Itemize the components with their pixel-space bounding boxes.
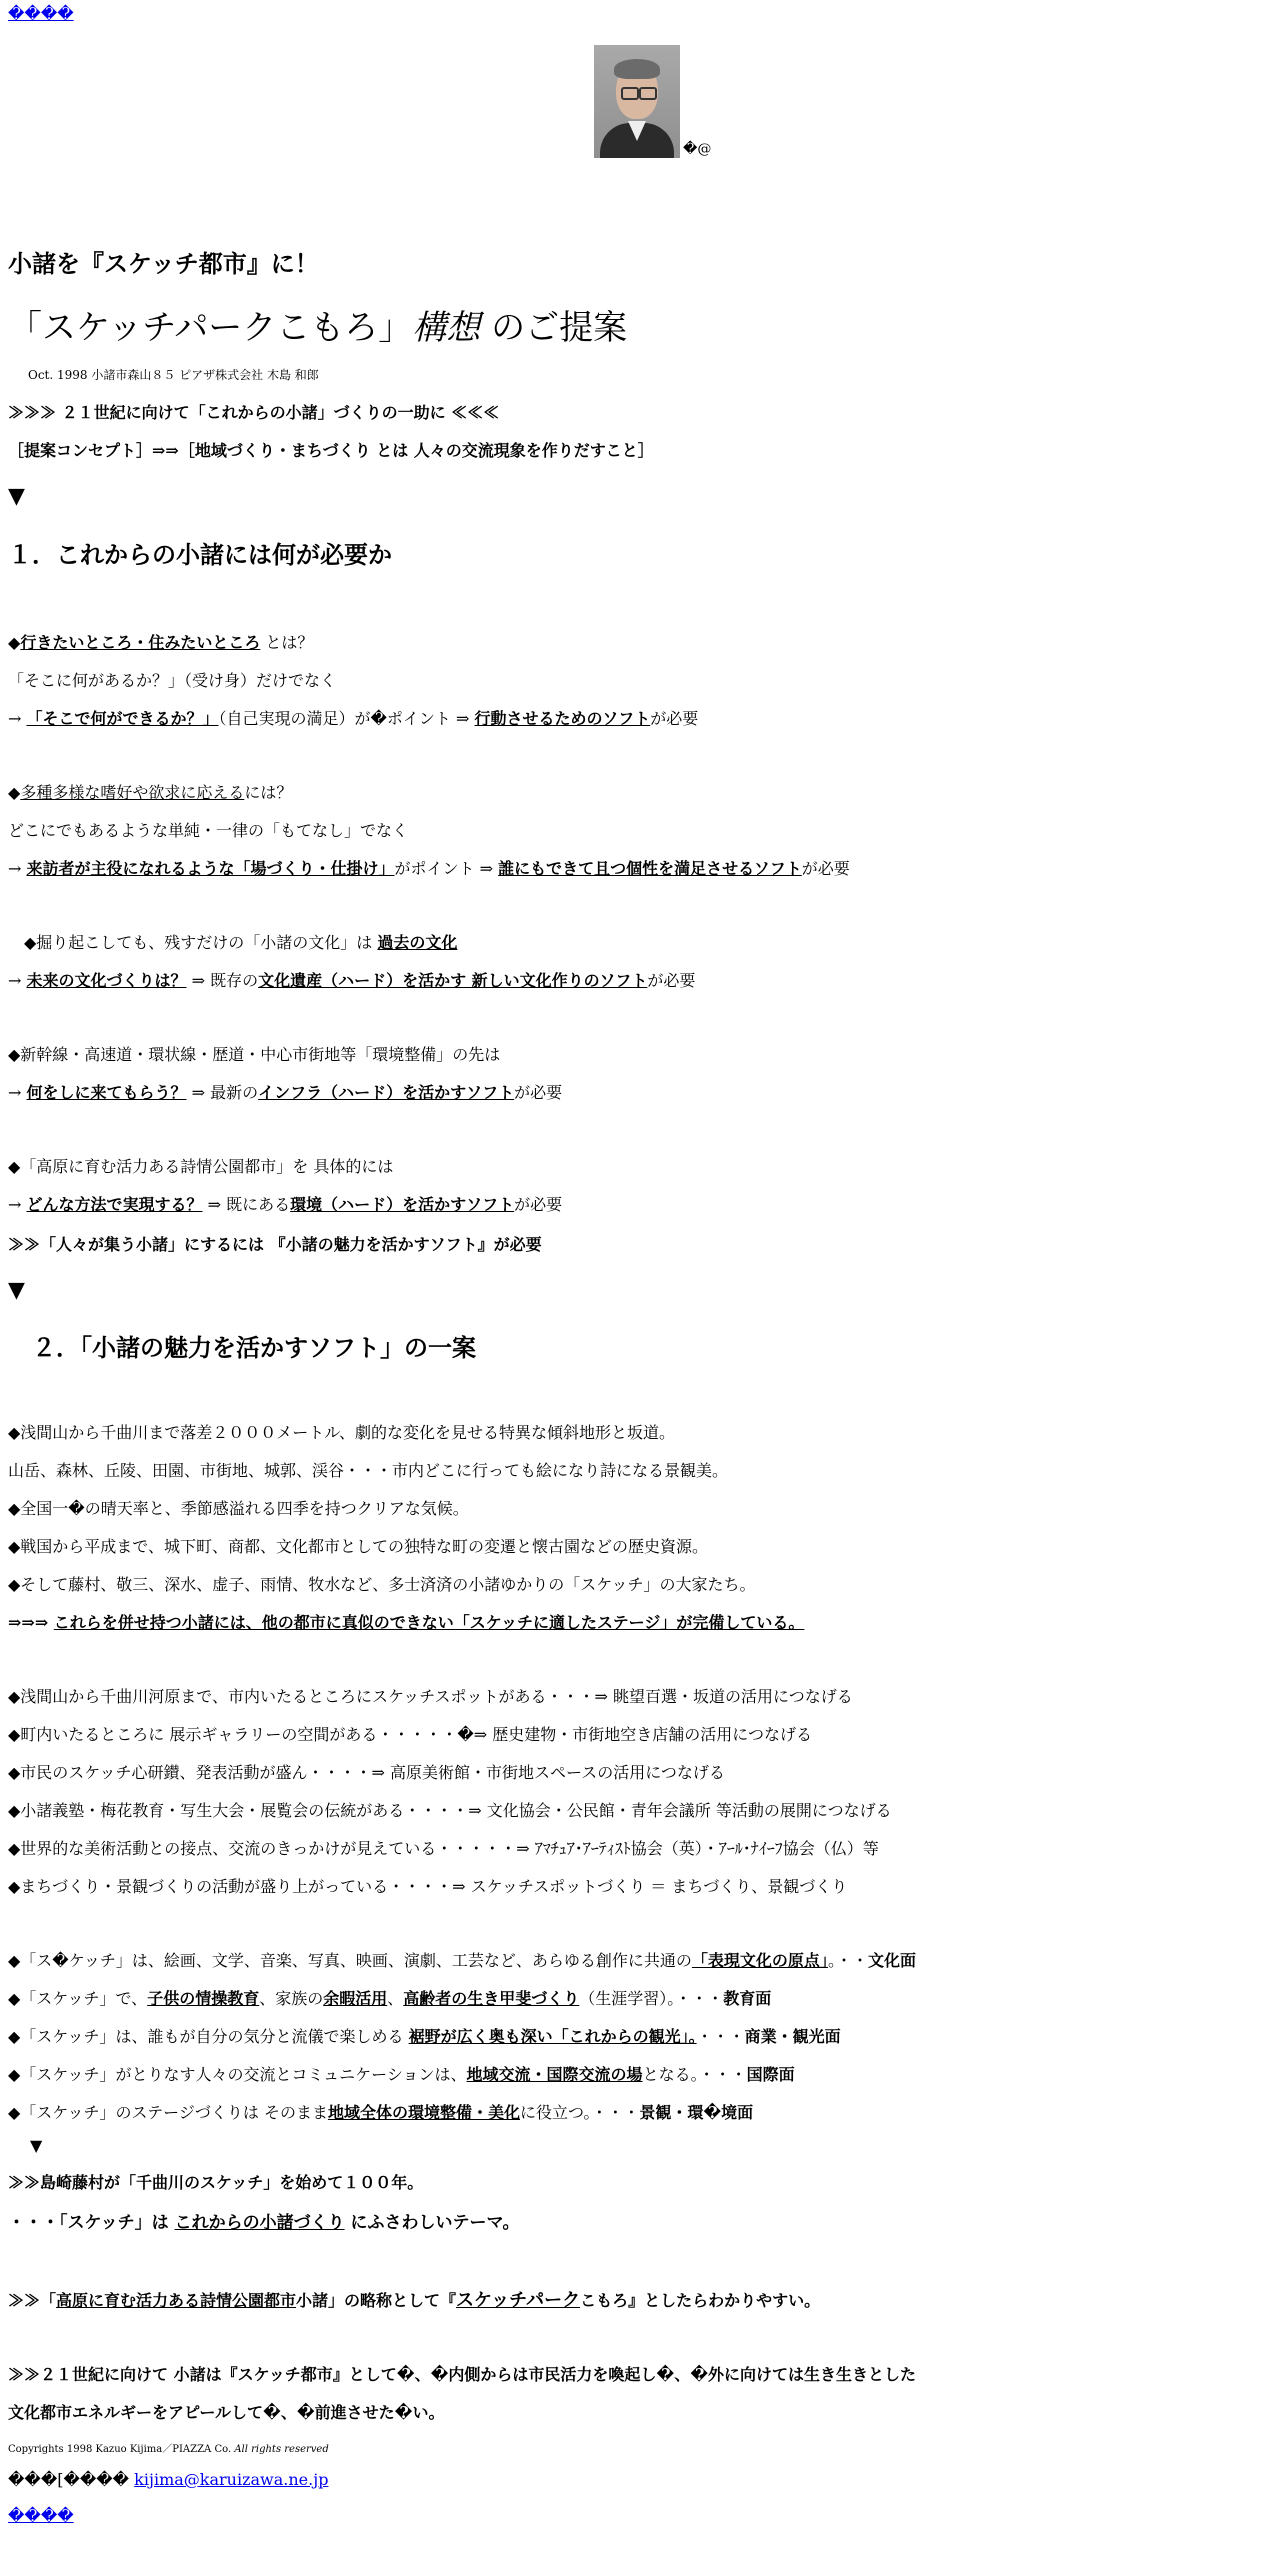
page-title: 「スケッチパークこもろ」構想 のご提案 <box>8 308 628 348</box>
charm-2: ◆全国一�の晴天率と、季節感溢れる四季を持つクリアな気候。 <box>8 1499 469 1518</box>
point-4-title: ◆新幹線・高速道・環状線・歴道・中心市街地等「環境整備」の先は <box>8 1045 501 1064</box>
resource-4: ◆小諸義塾・梅花教育・写生大会・展覧会の伝統がある・・・・⇒ 文化協会・公民館・青年会議所 等活動の展開につなげる <box>8 1801 892 1820</box>
intro-line-1: ≫≫≫ ２１世紀に向けて「これからの小諸」づくりの一助に ≪≪≪ <box>8 403 500 422</box>
final-line-3: ≫≫「高原に育む活力ある詩情公園都市小諸」の略称として『スケッチパークこもろ』としたらわかりやすい。 <box>8 2290 821 2311</box>
point-5-conclusion: → どんな方法で実現する？ ⇒ 既にある環境（ハード）を活かすソフトが必要 <box>8 1195 563 1214</box>
resource-2: ◆町内いたるところに 展示ギャラリーの空間がある・・・・・�⇒ 歴史建物・市街地空き店舗の活用につなげる <box>8 1725 812 1744</box>
top-nav-link[interactable]: ���� <box>8 4 74 23</box>
effect-tourism: ◆「スケッチ」は、誰もが自分の気分と流儀で楽しめる 裾野が広く奥も深い「これからの観光」。・・・商業・観光面 <box>8 2027 841 2046</box>
section-2-heading: ２．「小諸の魅力を活かすソフト」の一案 <box>32 1333 476 1362</box>
point-2-text: どこにでもあるような単純・一律の「もてなし」でなく <box>8 821 409 840</box>
effect-education: ◆「スケッチ」で、子供の情操教育、家族の余暇活用、高齢者の生き甲斐づくり（生涯学習）。・・・教育面 <box>8 1989 772 2008</box>
point-2-conclusion: → 来訪者が主役になれるような「場づくり・仕掛け」がポイント ⇒ 誰にもできて且つ個性を満足させるソフトが必要 <box>8 859 850 878</box>
point-2-title: ◆多種多様な嗜好や欲求に応えるには？ <box>8 783 293 802</box>
charm-1: ◆浅間山から千曲川まで落差２０００メートル、劇的な変化を見せる特異な傾斜地形と坂道。 <box>8 1423 676 1442</box>
copyright: Copyrights 1998 Kazuo Kijima／PIAZZA Co. All rights reserved <box>8 2444 329 2455</box>
section-1-conclusion: ≫≫「人々が集う小諸」にするには 『小諸の魅力を活かすソフト』が必要 <box>8 1235 542 1254</box>
resource-1: ◆浅間山から千曲川河原まで、市内いたるところにスケッチスポットがある・・・⇒ 眺望百選・坂道の活用につなげる <box>8 1687 853 1706</box>
resource-3: ◆市民のスケッチ心研鑚、発表活動が盛ん・・・・⇒ 高原美術館・市街地スペースの活用につなげる <box>8 1763 725 1782</box>
final-line-2: ・・・「スケッチ」は これからの小諸づくり にふさわしいテーマ。 <box>8 2213 520 2233</box>
contact-line: ���[���� kijima@karuizawa.ne.jp <box>8 2470 329 2489</box>
effect-international: ◆「スケッチ」がとりなす人々の交流とコミュニケーションは、地域交流・国際交流の場となる。・・・国際面 <box>8 2065 795 2084</box>
effect-culture: ◆「ス�ケッチ」は、絵画、文学、音楽、写真、映画、演劇、工芸など、あらゆる創作に共通の「表現文化の原点」。・・文化面 <box>8 1951 916 1970</box>
point-5-title: ◆「高原に育む活力ある詩情公園都市」を 具体的には <box>8 1157 394 1176</box>
point-3-conclusion: → 未来の文化づくりは？ ⇒ 既存の文化遺産（ハード）を活かす 新しい文化作りのソフトが必要 <box>8 971 696 990</box>
author-photo-block <box>594 45 712 158</box>
photo-caption: �@ <box>683 141 712 157</box>
final-line-4: ≫≫２１世紀に向けて 小諸は『スケッチ都市』として�、�内側からは市民活力を喚起し�、�外に向けては生き生きとした <box>8 2365 917 2384</box>
charm-1-detail: 山岳、森林、丘陵、田園、市街地、城郭、渓谷・・・市内どこに行っても絵になり詩になる景観美。 <box>8 1461 729 1480</box>
email-link[interactable]: kijima@karuizawa.ne.jp <box>134 2470 329 2489</box>
author-photo <box>594 45 680 158</box>
effect-environment: ◆「スケッチ」のステージづくりは そのまま地域全体の環境整備・美化に役立つ。・・・景観・環�境面 <box>8 2103 754 2122</box>
charm-3: ◆戦国から平成まで、城下町、商都、文化都市としての独特な町の変遷と懐古園などの歴史資源。 <box>8 1537 708 1556</box>
point-1-title: ◆行きたいところ・住みたいところ とは？ <box>8 633 314 652</box>
resource-6: ◆まちづくり・景観づくりの活動が盛り上がっている・・・・⇒ スケッチスポットづくり ＝ まちづくり、景観づくり <box>8 1877 848 1896</box>
point-1-conclusion: → 「そこで何ができるか？」（自己実現の満足）が�ポイント ⇒ 行動させるためのソフトが必要 <box>8 709 699 728</box>
intro-line-2: ［提案コンセプト］⇒⇒［地域づくり・まちづくり とは 人々の交流現象を作りだすこと］ <box>8 441 654 460</box>
charm-conclusion: ⇒⇒⇒ これらを併せ持つ小諸には、他の都市に真似のできない「スケッチに適したステージ」が完備している。 <box>8 1613 805 1632</box>
section-1-heading: １．これからの小諸には何が必要か <box>8 540 392 569</box>
down-arrow-2: ▼ <box>8 1278 25 1303</box>
bottom-nav-link[interactable]: ���� <box>8 2506 74 2525</box>
charm-4: ◆そして藤村、敬三、深水、虚子、雨情、牧水など、多士済済の小諸ゆかりの「スケッチ」の大家たち。 <box>8 1575 756 1594</box>
subtitle: 小諸を『スケッチ都市』に！ <box>8 249 319 278</box>
final-line-5: 文化都市エネルギーをアピールして�、�前進させた�い。 <box>8 2403 445 2422</box>
small-down-arrow: ▼ <box>30 2136 43 2155</box>
down-arrow-1: ▼ <box>8 484 25 509</box>
point-3-title: ◆掘り起こしても、残すだけの「小諸の文化」は 過去の文化 <box>8 933 458 952</box>
final-line-1: ≫≫島崎藤村が「千曲川のスケッチ」を始めて１００年。 <box>8 2173 424 2192</box>
byline: Oct. 1998 小諸市森山８５ ピアザ株式会社 木島 和郎 <box>28 368 319 382</box>
point-4-conclusion: → 何をしに来てもらう？ ⇒ 最新のインフラ（ハード）を活かすソフトが必要 <box>8 1083 563 1102</box>
resource-5: ◆世界的な美術活動との接点、交流のきっかけが見えている・・・・・⇒ ｱﾏﾁｭｱ･ｱｰﾃｨｽﾄ協会（英）・ｱｰﾙ･ﾅｲｰﾌ協会（仏）等 <box>8 1839 879 1858</box>
point-1-text: 「そこに何があるか？」（受け身）だけでなく <box>8 671 337 690</box>
